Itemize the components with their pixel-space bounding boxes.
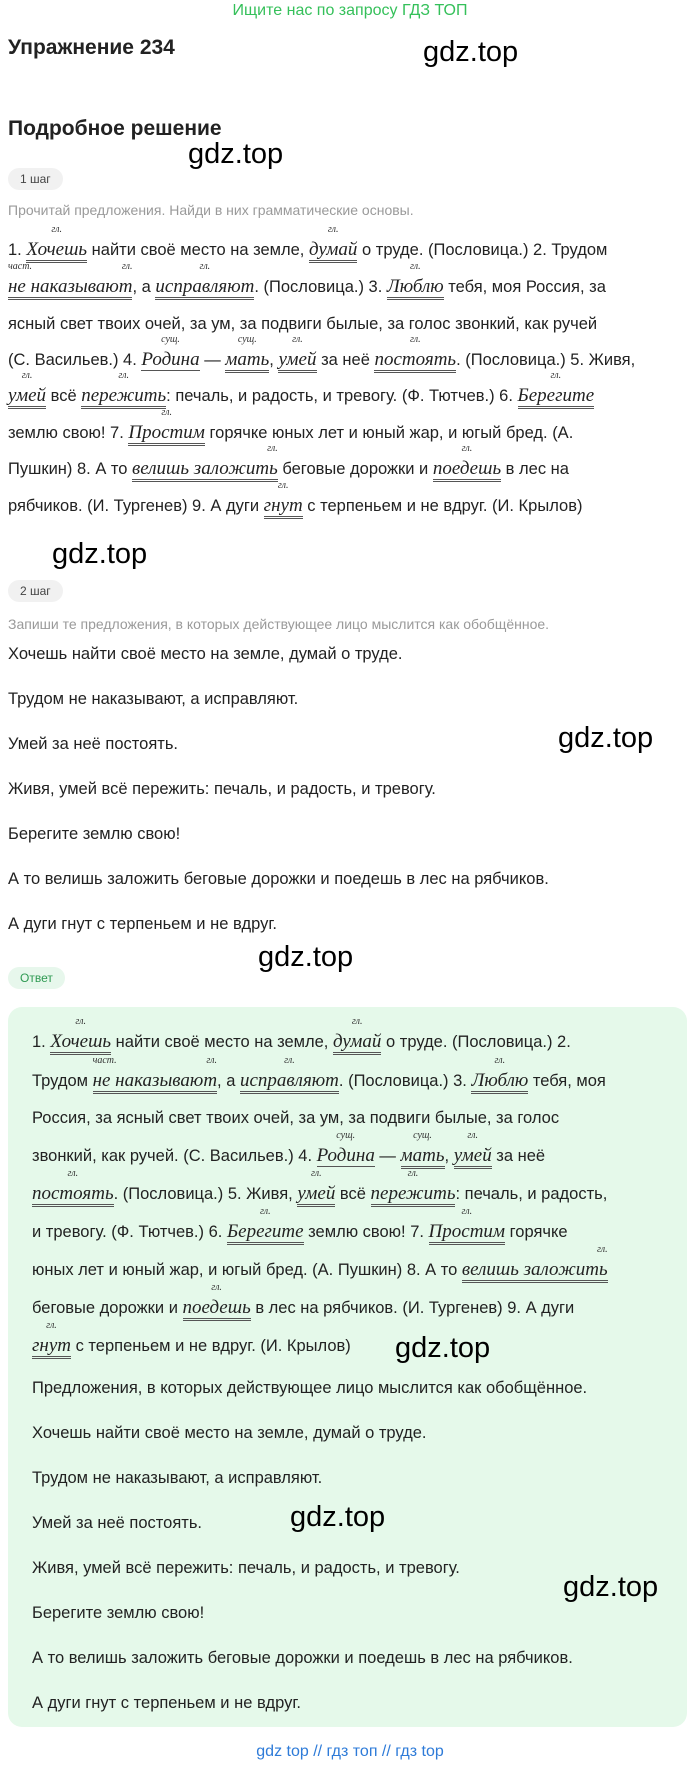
predicate xyxy=(92,1055,218,1093)
step-1-badge: 1 шаг xyxy=(8,168,63,190)
predicate xyxy=(374,334,457,372)
text-fragment: звонкий, как ручей. (С. Васильев.) 4. xyxy=(32,1147,317,1165)
underlined-word: не наказывают xyxy=(93,1070,217,1094)
watermark: gdz.top xyxy=(290,1501,386,1533)
text-fragment: . (Пословица.) 5. Живя, xyxy=(113,1185,298,1203)
predicate xyxy=(132,443,278,481)
footer-links[interactable]: gdz top // гдз топ // гдз top xyxy=(256,1743,444,1760)
part-of-speech-label: гл. xyxy=(206,1055,218,1066)
underlined-word: Берегите xyxy=(227,1221,304,1245)
text-fragment: найти своё место на земле, xyxy=(87,241,309,259)
part-of-speech-label: гл. xyxy=(46,1320,57,1331)
underlined-word: думай xyxy=(333,1031,381,1055)
text-fragment: рябчиков. (И. Тургенев) 9. А дуги xyxy=(8,497,264,515)
predicate xyxy=(386,261,444,299)
underlined-word: пережить xyxy=(81,385,166,409)
underlined-word: Берегите xyxy=(518,385,595,409)
part-of-speech-label: сущ. xyxy=(237,334,257,345)
part-of-speech-label: гл. xyxy=(461,443,473,454)
text-line xyxy=(32,1282,575,1327)
text-fragment: горячке юных лет и юный жар, и югый бред. (А. xyxy=(204,424,574,442)
part-of-speech-label: гл. xyxy=(467,1130,479,1141)
part-of-speech-label: гл. xyxy=(211,1282,222,1293)
underlined-word: постоять xyxy=(32,1183,114,1207)
predicate xyxy=(308,224,358,262)
predicate xyxy=(225,334,270,372)
predicate xyxy=(370,1168,456,1206)
predicate xyxy=(432,443,502,481)
text-line xyxy=(32,1320,351,1365)
sentence: Берегите землю свою! xyxy=(8,825,181,843)
predicate xyxy=(517,370,595,408)
text-line xyxy=(8,261,606,305)
text-fragment: о труде. (Пословица.) 2. Трудом xyxy=(357,241,608,259)
text-fragment: Россия, за ясный свет твоих очей, за ум, за подвиги былые, за голос xyxy=(32,1109,560,1127)
underlined-word: исправляют xyxy=(240,1070,339,1094)
text-fragment: за неё xyxy=(491,1147,546,1165)
predicate xyxy=(461,1244,608,1282)
sentence: Трудом не наказывают, а исправляют. xyxy=(8,690,299,708)
answer-sentence: Берегите землю свою! xyxy=(32,1604,205,1622)
underlined-word: Люблю xyxy=(387,276,444,300)
text-fragment: за неё xyxy=(316,351,375,369)
text-fragment: найти своё место на земле, xyxy=(111,1033,333,1051)
part-of-speech-label: гл. xyxy=(51,224,63,235)
step-1-sentences xyxy=(8,224,688,532)
text-fragment: , xyxy=(269,351,279,369)
part-of-speech-label: гл. xyxy=(311,1168,322,1179)
sentence: Живя, умей всё пережить: печаль, и радость, и тревогу. xyxy=(8,780,436,798)
exercise-title: Упражнение 234 xyxy=(8,36,175,59)
text-fragment: всё xyxy=(335,1185,371,1203)
watermark: gdz.top xyxy=(52,538,148,570)
subject xyxy=(141,334,200,372)
predicate xyxy=(155,261,255,299)
subject xyxy=(316,1130,375,1168)
answer-sentence: Живя, умей всё пережить: печаль, и радость, и тревогу. xyxy=(32,1559,460,1577)
predicate xyxy=(453,1130,492,1168)
watermark: gdz.top xyxy=(558,722,654,754)
part-of-speech-label: гл. xyxy=(284,1055,295,1066)
underlined-word: умей xyxy=(297,1183,335,1207)
text-line xyxy=(32,1055,606,1100)
text-fragment: (С. Васильев.) 4. xyxy=(8,351,142,369)
answer-sentences xyxy=(32,1016,672,1363)
watermark: gdz.top xyxy=(188,138,284,170)
text-fragment: , а xyxy=(217,1072,240,1090)
answer-sentence: Умей за неё постоять. xyxy=(32,1514,203,1532)
text-line xyxy=(8,480,583,524)
text-fragment: тебя, моя Россия, за xyxy=(443,278,606,296)
part-of-speech-label: гл. xyxy=(292,334,303,345)
predicate xyxy=(239,1055,339,1093)
predicate xyxy=(26,224,88,262)
section-title: Подробное решение xyxy=(8,117,222,140)
underlined-word: умей xyxy=(278,349,316,373)
part-of-speech-label: сущ. xyxy=(336,1130,356,1141)
watermark: gdz.top xyxy=(563,1571,659,1603)
part-of-speech-label: гл. xyxy=(550,370,562,381)
part-of-speech-label: гл. xyxy=(327,224,339,235)
underlined-word: Родина xyxy=(316,1145,375,1166)
part-of-speech-label: гл. xyxy=(118,370,129,381)
text-fragment: 1. xyxy=(8,241,27,259)
part-of-speech-label: гл. xyxy=(494,1055,506,1066)
underlined-word: Простим xyxy=(429,1221,506,1245)
predicate xyxy=(332,1016,382,1054)
text-fragment: в лес на рябчиков. (И. Тургенев) 9. А дуги xyxy=(250,1299,575,1317)
step-2-task: Запиши те предложения, в которых действующее лицо мыслится как обобщённое. xyxy=(8,616,550,632)
part-of-speech-label: гл. xyxy=(199,261,211,272)
part-of-speech-label: гл. xyxy=(409,261,421,272)
predicate xyxy=(226,1206,304,1244)
answer-sentence: А то велишь заложить беговые дорожки и поедешь в лес на рябчиков. xyxy=(32,1649,573,1667)
text-fragment: всё xyxy=(46,387,82,405)
text-fragment: : печаль, и радость, и тревогу. (Ф. Тютчев.) 6. xyxy=(166,387,518,405)
text-fragment: с терпеньем и не вдруг. (И. Крылов) xyxy=(71,1337,351,1355)
text-fragment: Трудом xyxy=(32,1072,93,1090)
underlined-word: постоять xyxy=(374,349,456,373)
predicate xyxy=(8,370,47,408)
underlined-word: умей xyxy=(454,1145,492,1169)
underlined-word: Простим xyxy=(128,422,205,446)
underlined-word: велишь заложить xyxy=(132,458,278,482)
part-of-speech-label: сущ. xyxy=(161,334,180,345)
sentence: Умей за неё постоять. xyxy=(8,735,179,753)
predicate xyxy=(32,1168,114,1206)
text-fragment: : печаль, и радость, xyxy=(455,1185,608,1203)
predicate xyxy=(297,1168,336,1206)
watermark: gdz.top xyxy=(395,1332,491,1364)
underlined-word: пережить xyxy=(371,1183,456,1207)
underlined-word: велишь заложить xyxy=(462,1259,608,1283)
text-fragment: горячке xyxy=(505,1223,568,1241)
part-of-speech-label: гл. xyxy=(277,480,289,491)
text-fragment: о труде. (Пословица.) 2. xyxy=(381,1033,571,1051)
part-of-speech-label: гл. xyxy=(351,1016,363,1027)
text-fragment: и тревогу. (Ф. Тютчев.) 6. xyxy=(32,1223,227,1241)
sentence: А то велишь заложить беговые дорожки и поедешь в лес на рябчиков. xyxy=(8,870,549,888)
text-fragment: Пушкин) 8. А то xyxy=(8,460,133,478)
answer-sentence: А дуги гнут с терпеньем и не вдруг. xyxy=(32,1694,302,1712)
text-fragment: землю свою! 7. xyxy=(303,1223,429,1241)
underlined-word: думай xyxy=(309,239,357,263)
part-of-speech-label: гл. xyxy=(596,1244,608,1255)
text-fragment: 1. xyxy=(32,1033,51,1051)
text-fragment: землю свою! 7. xyxy=(8,424,129,442)
predicate xyxy=(400,1130,445,1168)
underlined-word: мать xyxy=(225,349,269,373)
part-of-speech-label: гл. xyxy=(409,334,421,345)
underlined-word: исправляют xyxy=(155,276,254,300)
predicate xyxy=(32,1320,71,1358)
part-of-speech-label: гл. xyxy=(67,1168,79,1179)
text-fragment: ясный свет твоих очей, за ум, за подвиги былые, за голос звонкий, как ручей xyxy=(8,315,598,333)
part-of-speech-label: гл. xyxy=(75,1016,87,1027)
text-fragment: в лес на xyxy=(501,460,569,478)
step-1-task: Прочитай предложения. Найди в них грамматические основы. xyxy=(8,202,414,218)
text-line xyxy=(32,1168,608,1213)
part-of-speech-label: сущ. xyxy=(413,1130,432,1141)
text-fragment: . (Пословица.) 3. xyxy=(254,278,387,296)
part-of-speech-label: гл. xyxy=(161,407,172,418)
part-of-speech-label: гл. xyxy=(267,443,278,454)
underlined-word: поедешь xyxy=(433,458,501,482)
text-fragment: беговые дорожки и xyxy=(277,460,433,478)
underlined-word: гнут xyxy=(264,495,303,519)
text-fragment: тебя, моя xyxy=(528,1072,606,1090)
answer-heading: Предложения, в которых действующее лицо мыслится как обобщённое. xyxy=(32,1379,588,1397)
text-fragment: , а xyxy=(132,278,156,296)
predicate xyxy=(263,480,303,518)
predicate xyxy=(182,1282,251,1320)
predicate xyxy=(471,1055,529,1093)
underlined-word: умей xyxy=(8,385,46,409)
predicate xyxy=(278,334,317,372)
step-2-badge: 2 шаг xyxy=(8,580,63,602)
answer-sentence: Хочешь найти своё место на земле, думай о труде. xyxy=(32,1424,427,1442)
underlined-word: мать xyxy=(401,1145,445,1169)
answer-badge: Ответ xyxy=(8,967,65,989)
text-line xyxy=(32,1244,608,1289)
part-of-speech-label: гл. xyxy=(259,1206,271,1217)
part-of-speech-label: гл. xyxy=(21,370,33,381)
text-fragment: . (Пословица.) 5. Живя, xyxy=(456,351,636,369)
text-line xyxy=(8,370,595,414)
underlined-word: Хочешь xyxy=(26,239,87,263)
answer-sentence: Трудом не наказывают, а исправляют. xyxy=(32,1469,323,1487)
sentence: А дуги гнут с терпеньем и не вдруг. xyxy=(8,915,278,933)
watermark: gdz.top xyxy=(258,941,354,973)
underlined-word: Родина xyxy=(141,349,200,370)
predicate xyxy=(8,261,133,299)
text-fragment: беговые дорожки и xyxy=(32,1299,183,1317)
part-of-speech-label: гл. xyxy=(121,261,133,272)
predicate xyxy=(81,370,167,408)
part-of-speech-label: гл. xyxy=(461,1206,473,1217)
underlined-word: гнут xyxy=(32,1335,71,1359)
text-fragment: — xyxy=(199,351,226,369)
predicate xyxy=(128,407,205,445)
text-fragment: юных лет и юный жар, и югый бред. (А. Пушкин) 8. А то xyxy=(32,1261,462,1279)
text-fragment: — xyxy=(374,1147,401,1165)
part-of-speech-label: гл. xyxy=(407,1168,419,1179)
underlined-word: не наказывают xyxy=(8,276,132,300)
text-fragment: с терпеньем и не вдруг. (И. Крылов) xyxy=(302,497,583,515)
part-of-speech-label: част. xyxy=(8,261,33,272)
search-banner: Ищите нас по запросу ГДЗ ТОП xyxy=(232,2,468,19)
text-fragment: , xyxy=(444,1147,454,1165)
underlined-word: Хочешь xyxy=(50,1031,111,1055)
underlined-word: поедешь xyxy=(183,1297,251,1321)
text-fragment: . (Пословица.) 3. xyxy=(338,1072,472,1090)
watermark: gdz.top xyxy=(423,36,519,68)
sentence: Хочешь найти своё место на земле, думай о труде. xyxy=(8,645,403,663)
predicate xyxy=(50,1016,112,1054)
underlined-word: Люблю xyxy=(471,1070,528,1094)
predicate xyxy=(428,1206,506,1244)
part-of-speech-label: част. xyxy=(92,1055,117,1066)
